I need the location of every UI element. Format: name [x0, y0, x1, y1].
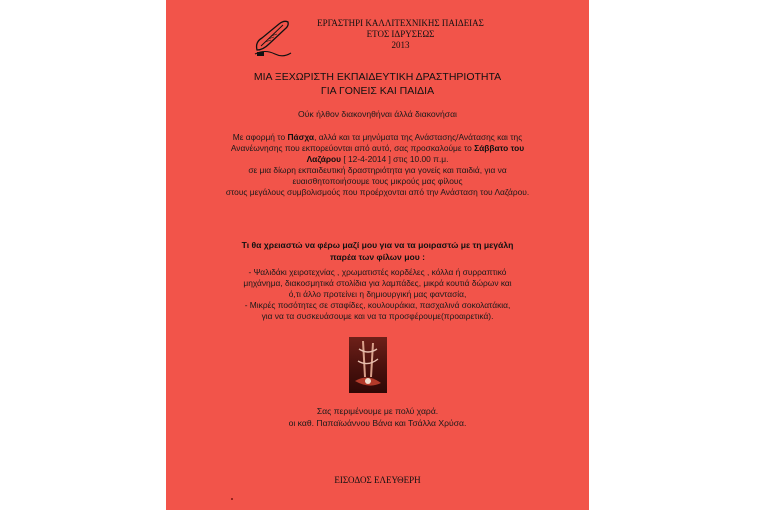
easter-highlight: Πάσχα [287, 132, 315, 142]
decorative-photo [349, 337, 387, 393]
motto: Ούκ ήλθον διακονηθήναι άλλά διακονήσαι [298, 109, 457, 119]
invitation-text-5: στους μεγάλους συμβολισμούς που προέρχονται από την Ανάσταση του Λαζάρου. [225, 187, 530, 197]
ink-spot [231, 498, 233, 500]
event-title-line1: ΜΙΑ ΞΕΧΩΡΙΣΤΗ ΕΚΠΑΙΔΕΥΤΙΚΗ ΔΡΑΣΤΗΡΙΟΤΗΤΑ [253, 71, 502, 83]
organizers: οι καθ. Παπαϊωάννου Βάνα και Τσάλλα Χρύσα. [288, 418, 467, 428]
event-title [166, 70, 589, 98]
list-item: μηχάνημα, διακοσμητικά στολίδια για λαμπάδες, μικρά κουτιά δώρων και [243, 278, 512, 288]
easter-candle-image [349, 337, 387, 393]
invitation-paragraph [214, 132, 541, 198]
free-entry: ΕΙΣΟΔΟΣ ΕΛΕΥΘΕΡΗ [334, 475, 421, 485]
event-title-line2: ΓΙΑ ΓΟΝΕΙΣ ΚΑΙ ΠΑΙΔΙΑ [320, 85, 435, 97]
organization-header [293, 18, 508, 51]
question-line1: Τι θα χρειαστώ να φέρω μαζί μου για να τα μοιραστώ με τη μεγάλη [241, 240, 514, 250]
list-item: ό,τι άλλο προτείνει η δημιουργική μας φαντασία, [288, 289, 467, 299]
quill-and-scroll-icon [253, 16, 293, 58]
what-to-bring-question [196, 240, 559, 263]
invitation-text-2: , αλλά και τα μηνύματα της Ανάστασης/Ανάτασης και της Ανανέωνησης που εκπορεύονται από αυτό, σας προσκαλούμε το [230, 132, 523, 153]
question-line2: παρέα των φίλων μου : [330, 251, 425, 262]
event-date-time: [ 12-4-2014 ] στις 10.00 π.μ. [341, 154, 449, 164]
list-item: - Μικρές ποσότητες σε σταφίδες, κουλουράκια, πασχαλινά σοκολατάκια, [244, 300, 511, 310]
closing-line1: Σας περιμένουμε με πολύ χαρά. [316, 406, 439, 416]
founding-year: 2013 [391, 40, 410, 50]
invitation-text-1: Με αφορμή το [232, 132, 288, 142]
closing [166, 405, 589, 429]
list-item: - Ψαλιδάκι χειροτεχνίας , χρωματιστές κορδέλες , κόλλα ή συρραπτικό [248, 267, 507, 277]
organization-name: ΕΡΓΑΣΤΗΡΙ ΚΑΛΛΙΤΕΧΝΙΚΗΣ ΠΑΙΔΕΙΑΣ [317, 18, 484, 28]
founding-label: ΕΤΟΣ ΙΔΡΥΣΕΩΣ [366, 29, 435, 39]
saturday-highlight: Σάββατο του Λαζάρου [306, 143, 525, 164]
flyer-sheet [166, 0, 589, 510]
list-item: για να τα συσκευάσουμε και να τα προσφέρουμε(προαιρετικά). [261, 311, 494, 321]
items-list [206, 267, 549, 322]
invitation-text-4: σε μια δίωρη εκπαιδευτική δραστηριότητα για γονείς και παιδιά, για να ευαισθητοποιήσουμε τους μικρούς μας φίλους [248, 165, 507, 186]
